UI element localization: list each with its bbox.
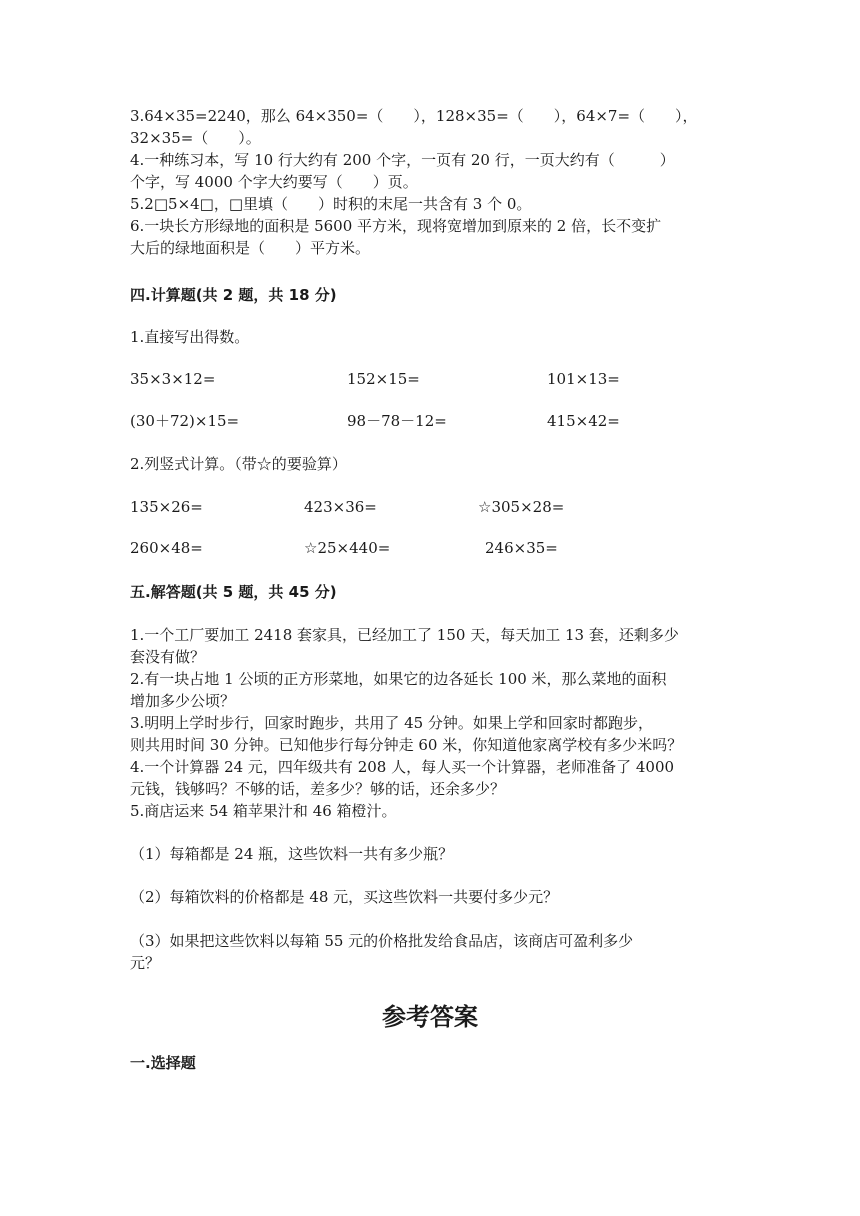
fill-q3-line2: 32×35=（ ）。 bbox=[130, 129, 261, 147]
solve-q5: 5.商店运来 54 箱苹果汁和 46 箱橙汁。 bbox=[130, 802, 397, 820]
calc-row-3 bbox=[130, 496, 730, 519]
solve-q1-line1: 1.一个工厂要加工 2418 套家具，已经加工了 150 天，每天加工 13 套，还剩多少 bbox=[130, 626, 679, 644]
solve-q2-line1: 2.有一块占地 1 公顷的正方形菜地，如果它的边各延长 100 米，那么菜地的面积 bbox=[130, 670, 667, 688]
calc-item: 152×15= bbox=[347, 370, 420, 388]
calc-item: 415×42= bbox=[547, 412, 620, 430]
fill-q5: 5.2□5×4□，□里填（ ）时积的末尾一共含有 3 个 0。 bbox=[130, 195, 532, 213]
fill-q4-line2: 个字，写 4000 个字大约要写（ ）页。 bbox=[130, 173, 418, 191]
calc-row-2 bbox=[130, 410, 730, 433]
calc-item: ☆305×28= bbox=[478, 498, 565, 516]
calc-item: 101×13= bbox=[547, 370, 620, 388]
solve-q5-part3-line1: （3）如果把这些饮料以每箱 55 元的价格批发给食品店，该商店可盈利多少 bbox=[130, 932, 634, 950]
calc-row-4 bbox=[130, 537, 730, 560]
solve-q4-line1: 4.一个计算器 24 元，四年级共有 208 人，每人买一个计算器，老师准备了 4000 bbox=[130, 758, 675, 776]
solve-q1-line2: 套没有做？ bbox=[130, 648, 206, 666]
answers-title: 参考答案 bbox=[382, 1003, 478, 1031]
fill-q6-line1: 6.一块长方形绿地的面积是 5600 平方米，现将宽增加到原来的 2 倍，长不变扩 bbox=[130, 217, 662, 235]
solve-q2-line2: 增加多少公顷？ bbox=[130, 692, 236, 710]
solve-q3-line2: 则共用时间 30 分钟。已知他步行每分钟走 60 米，你知道他家离学校有多少米吗？ bbox=[130, 736, 683, 754]
fill-q4-line1: 4.一种练习本，写 10 行大约有 200 个字，一页有 20 行，一页大约有（ ） bbox=[130, 151, 675, 169]
section-5-title: 五.解答题(共 5 题，共 45 分) bbox=[130, 583, 337, 601]
calc-item: (30＋72)×15= bbox=[130, 412, 240, 430]
calc-item: 246×35= bbox=[485, 539, 558, 557]
calc-item: 135×26= bbox=[130, 498, 203, 516]
calc-item: 423×36= bbox=[304, 498, 377, 516]
fill-q3-line1: 3.64×35=2240，那么 64×350=（ ），128×35=（ ），64×7=（ ）， bbox=[130, 107, 698, 125]
calc-row-1 bbox=[130, 368, 730, 391]
calc-item: 35×3×12= bbox=[130, 370, 216, 388]
calc-item: ☆25×440= bbox=[304, 539, 391, 557]
fill-q6-line2: 大后的绿地面积是（ ）平方米。 bbox=[130, 239, 371, 257]
section-4-title: 四.计算题(共 2 题，共 18 分) bbox=[130, 286, 337, 304]
calc-item: 98－78－12= bbox=[347, 412, 447, 430]
solve-q5-part1: （1）每箱都是 24 瓶，这些饮料一共有多少瓶？ bbox=[130, 845, 454, 863]
answers-section-1: 一.选择题 bbox=[130, 1054, 196, 1072]
solve-q3-line1: 3.明明上学时步行，回家时跑步，共用了 45 分钟。如果上学和回家时都跑步， bbox=[130, 714, 653, 732]
calc-item: 260×48= bbox=[130, 539, 203, 557]
solve-q5-part2: （2）每箱饮料的价格都是 48 元，买这些饮料一共要付多少元？ bbox=[130, 888, 559, 906]
solve-q4-line2: 元钱，钱够吗？不够的话，差多少？够的话，还余多少？ bbox=[130, 780, 506, 798]
solve-q5-part3-line2: 元？ bbox=[130, 954, 161, 972]
calc-q2: 2.列竖式计算。（带☆的要验算） bbox=[130, 455, 347, 473]
calc-q1: 1.直接写出得数。 bbox=[130, 328, 250, 346]
